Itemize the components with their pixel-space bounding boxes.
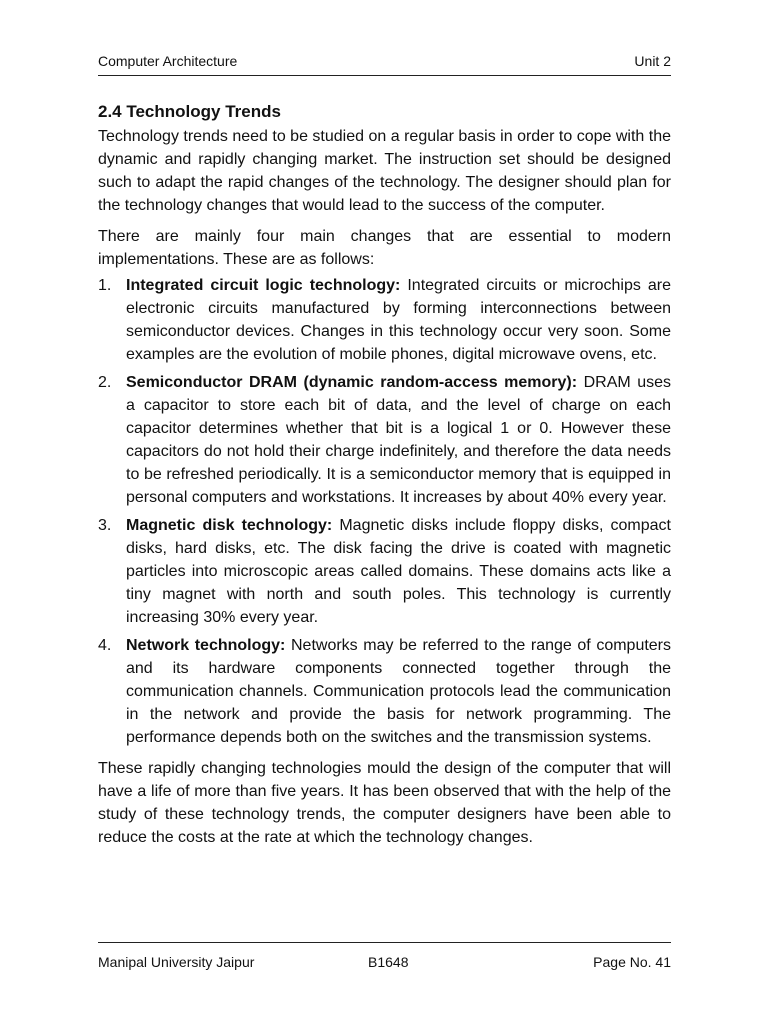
header-course-title: Computer Architecture — [98, 53, 238, 69]
list-item — [98, 274, 671, 366]
list-item-number: 3. — [98, 517, 112, 534]
footer-university: Manipal University Jaipur — [98, 954, 255, 970]
intro-paragraph: Technology trends need to be studied on a regular basis in order to cope with the dynamic and rapidly changing market. The instruction set should be designed such to adapt the rapid changes of the technology. The designer should plan for the technology changes that would lead to the success of the computer. — [98, 128, 671, 214]
list-item-text: Integrated circuits or microchips are electronic circuits manufactured by forming interconnections between semiconductor devices. Changes in this technology occur very soon. Some examples are the evolution of mobile phones, digital microwave ovens, etc. — [126, 277, 671, 363]
footer-code: B1648 — [368, 954, 409, 970]
list-item-term: Semiconductor DRAM (dynamic random-access memory): — [126, 374, 578, 391]
header-unit: Unit 2 — [634, 53, 671, 69]
list-item — [98, 634, 671, 749]
list-item-number: 2. — [98, 374, 112, 391]
section-heading: 2.4 Technology Trends — [98, 102, 281, 121]
page-header — [98, 53, 671, 76]
footer-page-number: Page No. 41 — [593, 954, 671, 970]
list-item-text: DRAM uses a capacitor to store each bit of data, and the level of charge on each capacitor determines whether that bit is a logical 1 or 0. However these capacitors do not hold their charge indefinitely, and therefore the data needs to be refreshed periodically. It is a semiconductor memory that is equipped in personal computers and workstations. It increases by about 40% every year. — [126, 374, 671, 506]
list-item-number: 1. — [98, 277, 112, 294]
document-page — [98, 0, 671, 1024]
list-item-text: Magnetic disks include floppy disks, compact disks, hard disks, etc. The disk facing the drive is coated with magnetic particles into microscopic areas called domains. These domains acts like a tiny magnet with north and south poles. This technology is currently increasing 30% every year. — [126, 517, 671, 626]
list-item — [98, 371, 671, 509]
list-item-term: Network technology: — [126, 637, 286, 654]
list-item-term: Magnetic disk technology: — [126, 517, 333, 534]
closing-paragraph: These rapidly changing technologies mould the design of the computer that will have a life of more than five years. It has been observed that with the help of the study of these technology trends, the computer designers have been able to reduce the costs at the rate at which the technology changes. — [98, 760, 671, 846]
list-item — [98, 514, 671, 629]
main-content — [98, 100, 671, 849]
list-item-text: Networks may be referred to the range of computers and its hardware components connected together through the communication channels. Communication protocols lead the communication in the network and provide the basis for network programming. The performance depends both on the switches and the transmission systems. — [126, 637, 672, 746]
page-footer — [98, 942, 671, 974]
list-item-term: Integrated circuit logic technology: — [126, 277, 401, 294]
trend-list — [98, 274, 671, 749]
list-item-number: 4. — [98, 637, 112, 654]
lead-paragraph: There are mainly four main changes that are essential to modern implementations. These are as follows: — [98, 228, 671, 268]
